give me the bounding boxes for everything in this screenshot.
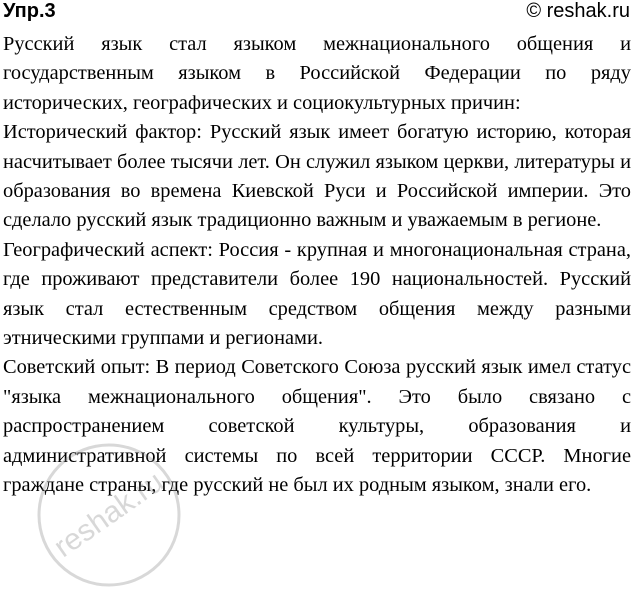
watermark-text: reshak.ru (48, 465, 170, 564)
page-header (3, 0, 630, 24)
exercise-label: Упр.3 (3, 0, 56, 22)
paragraph-intro: Русский язык стал языком межнационального общения и государственным языком в Российской Федерации по ряду исторических, географических и социокультурных причин: (3, 33, 631, 114)
paragraph-historical: Исторический фактор: Русский язык имеет богатую историю, которая насчитывает более тысячи лет. Он служил языком церкви, литературы и образования во времена Киевской Руси и Российской империи. Это сделало русский язык традиционно важным и уважаемым в регионе. (3, 121, 631, 232)
paragraph-geographical: Географический аспект: Россия - крупная и многонациональная страна, где проживают представители более 190 национальностей. Русский язык стал естественным средством общения между разными этническими группами и регионами. (3, 238, 631, 350)
answer-text (3, 30, 631, 501)
site-credit: © reshak.ru (526, 0, 630, 22)
paragraph-soviet: Советский опыт: В период Советского Союза русский язык имел статус "языка межнационального общения". Это было связано с распространением советской культуры, образования и административной системы по всей территории СССР. Многие граждане страны, где русский не был их родным языком, знали его. (3, 356, 631, 497)
